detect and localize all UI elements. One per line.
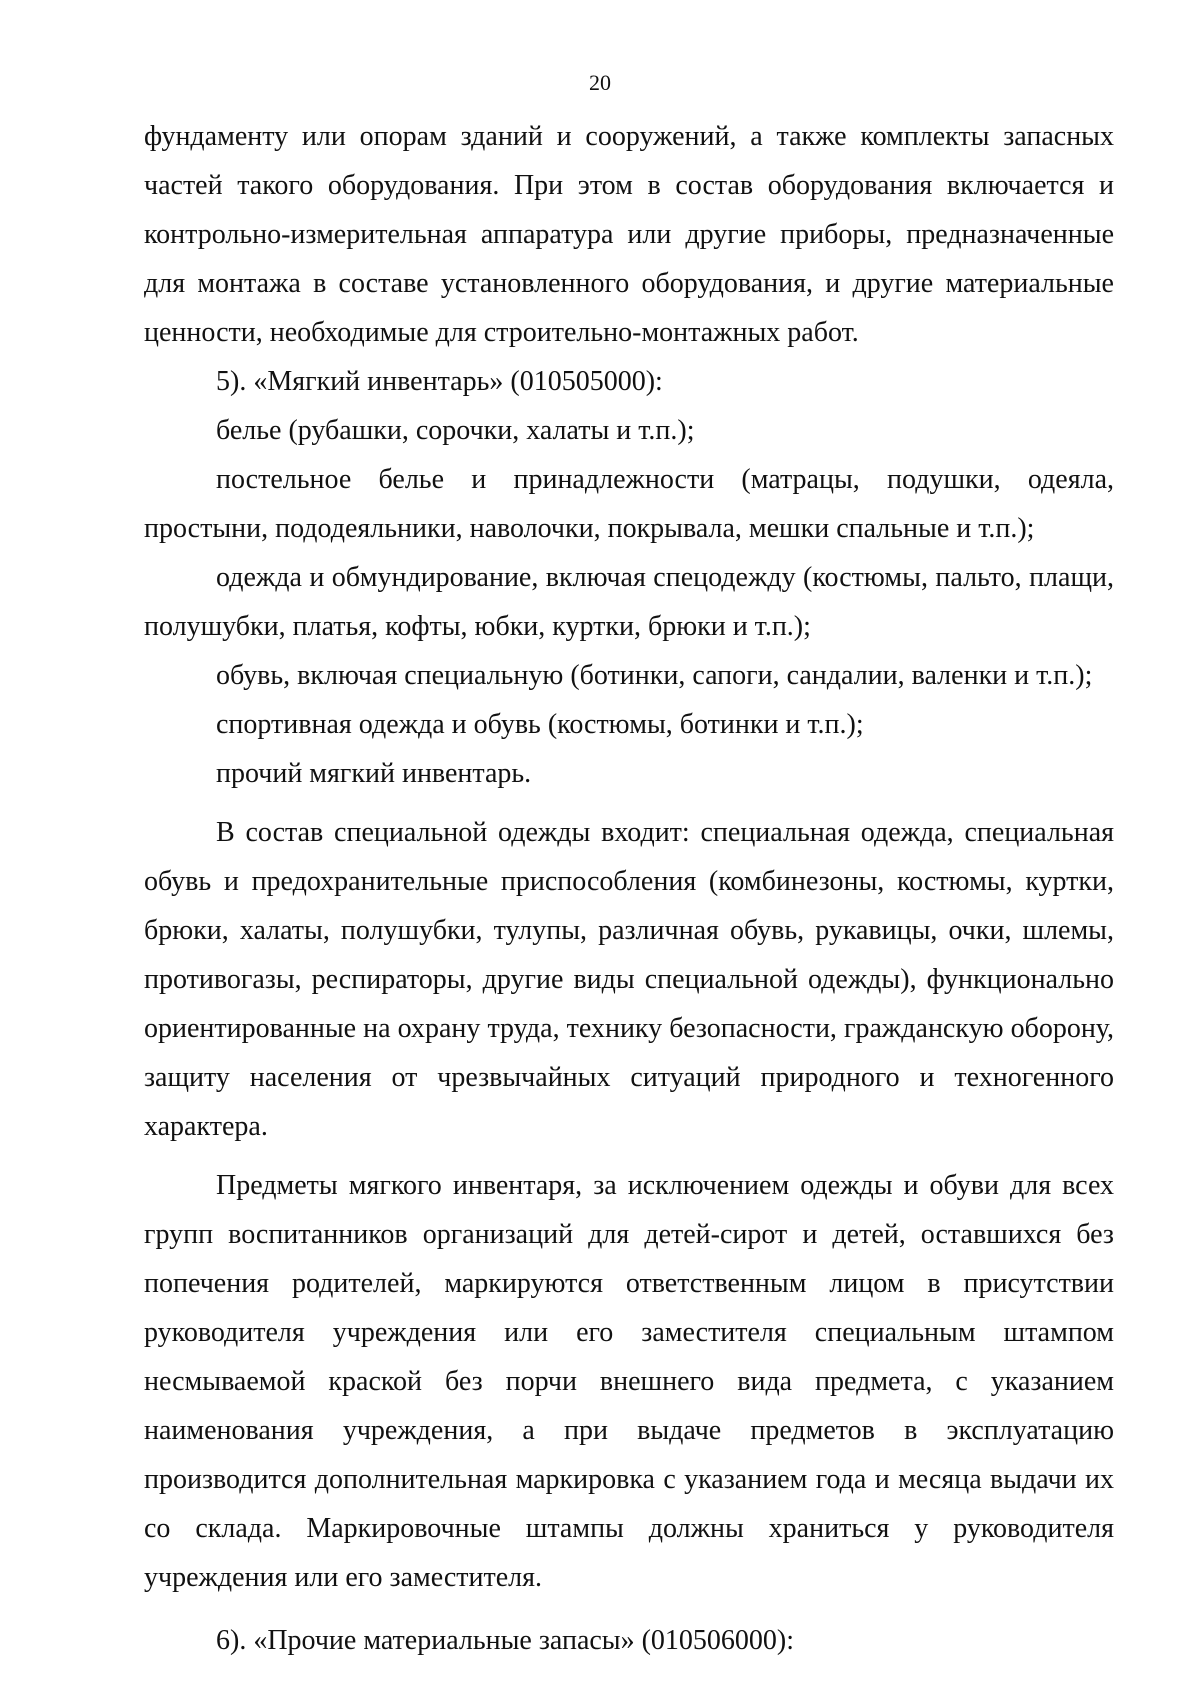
- page-number: 20: [589, 70, 611, 95]
- list-item-linen: белье (рубашки, сорочки, халаты и т.п.);: [216, 415, 695, 446]
- list-item-other-soft-inventory: прочий мягкий инвентарь.: [216, 758, 532, 789]
- paragraph-equipment-continuation: фундаменту или опорам зданий и сооружений, а также комплекты запасных частей такого оборудования. При этом в состав оборудования включается и контрольно-измерительная аппаратура или другие приборы, предназначенные для монтажа в составе установленного оборудования, и другие материальные ценности, необходимые для строительно-монтажных работ.: [144, 121, 1114, 348]
- document-body: [144, 112, 1114, 1665]
- list-item-clothing: одежда и обмундирование, включая спецодежду (костюмы, пальто, плащи, полушубки, платья, кофты, юбки, куртки, брюки и т.п.);: [144, 562, 1114, 642]
- paragraph-marking-rules: Предметы мягкого инвентаря, за исключением одежды и обуви для всех групп воспитанников организаций для детей-сирот и детей, оставшихся без попечения родителей, маркируются ответственным лицом в присутствии руководителя учреждения или его заместителя специальным штампом несмываемой краской без порчи внешнего вида предмета, с указанием наименования учреждения, а при выдаче предметов в эксплуатацию производится дополнительная маркировка с указанием года и месяца выдачи их со склада. Маркировочные штампы должны храниться у руководителя учреждения или его заместителя.: [144, 1170, 1114, 1593]
- list-item-bedding: постельное белье и принадлежности (матрацы, подушки, одеяла, простыни, пододеяльники, наволочки, покрывала, мешки спальные и т.п.);: [144, 464, 1114, 544]
- section-heading-soft-inventory: 5). «Мягкий инвентарь» (010505000):: [216, 366, 663, 397]
- paragraph-special-clothing: В состав специальной одежды входит: специальная одежда, специальная обувь и предохранительные приспособления (комбинезоны, костюмы, куртки, брюки, халаты, полушубки, тулупы, различная обувь, рукавицы, очки, шлемы, противогазы, респираторы, другие виды специальной одежды), функционально ориентированные на охрану труда, технику безопасности, гражданскую оборону, защиту населения от чрезвычайных ситуаций природного и техногенного характера.: [144, 817, 1114, 1142]
- list-item-sportswear: спортивная одежда и обувь (костюмы, ботинки и т.п.);: [216, 709, 864, 740]
- list-item-footwear: обувь, включая специальную (ботинки, сапоги, сандалии, валенки и т.п.);: [216, 660, 1093, 691]
- section-heading-other-materials: 6). «Прочие материальные запасы» (010506000):: [216, 1625, 795, 1656]
